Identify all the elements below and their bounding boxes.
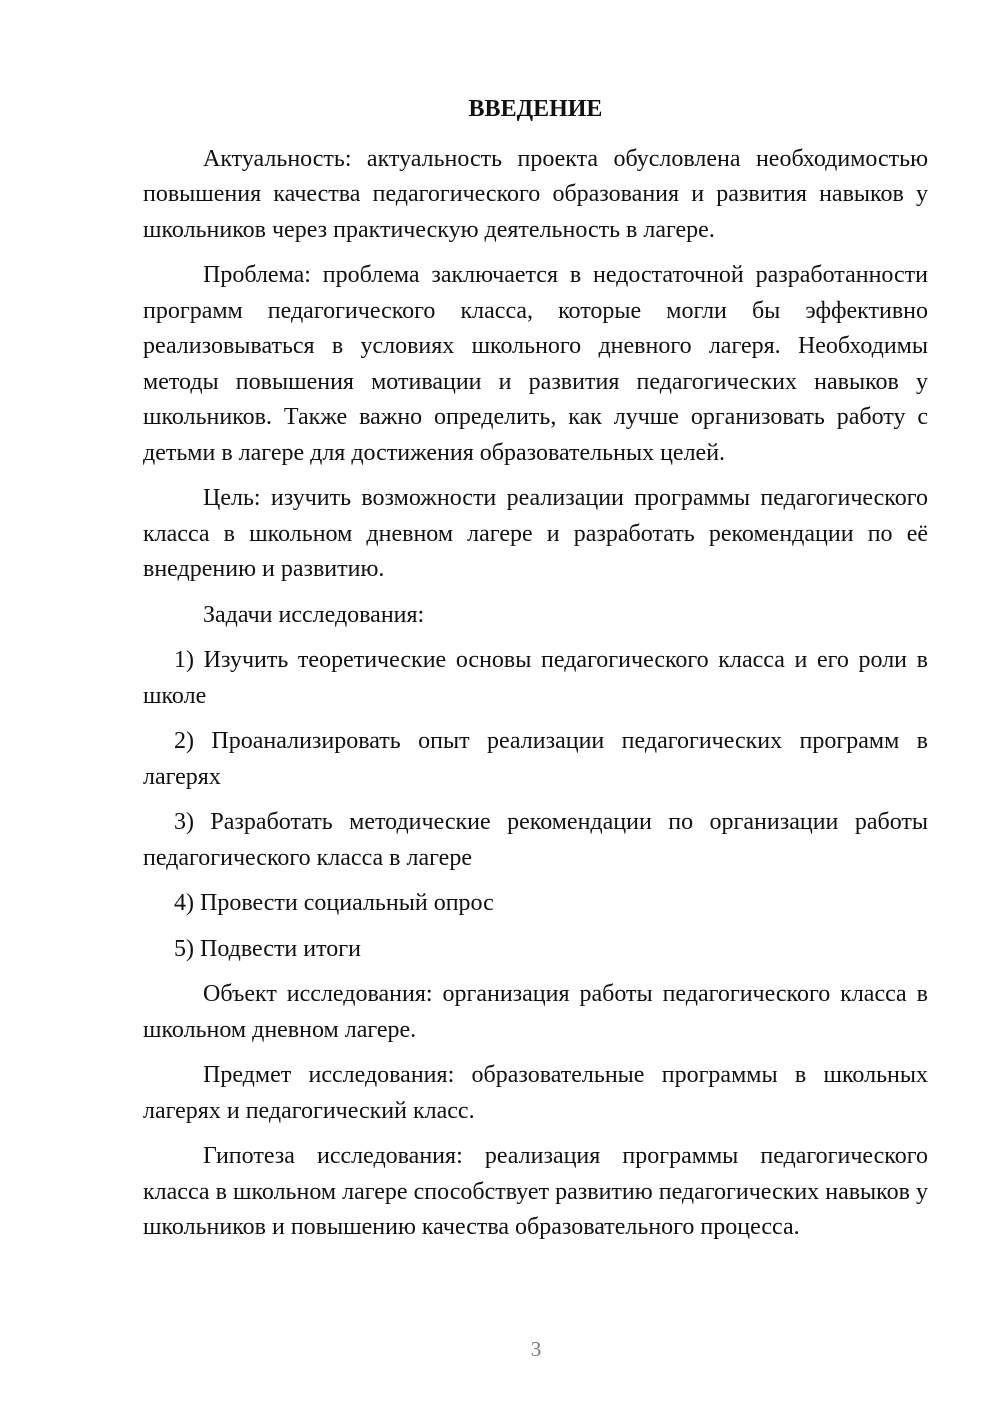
paragraph-goal: Цель: изучить возможности реализации программы педагогического класса в школьном дневном лагере и разработать рекомендации по её внедрению и развитию. bbox=[143, 485, 928, 582]
paragraph-relevance: Актуальность: актуальность проекта обусловлена необходимостью повышения качества педагогического образования и развития навыков у школьников через практическую деятельность в лагере. bbox=[143, 145, 928, 243]
task-item-5: 5) Подвести итоги bbox=[174, 935, 361, 962]
task-item-3: 3) Разработать методические рекомендации по организации работы педагогического класса в лагере bbox=[143, 809, 928, 871]
paragraph-problem: Проблема: проблема заключается в недостаточной разработанности программ педагогического класса, которые могли бы эффективно реализовываться в условиях школьного дневного лагеря. Необходимы методы повышения мотивации и развития педагогических навыков у школьников. Также важно определить, как лучше организовать работу с детьми в лагере для достижения образовательных целей. bbox=[143, 262, 928, 466]
paragraph-subject: Предмет исследования: образовательные программы в школьных лагерях и педагогический класс. bbox=[143, 1062, 928, 1124]
section-title: ВВЕДЕНИЕ bbox=[468, 96, 603, 122]
task-item-2: 2) Проанализировать опыт реализации педагогических программ в лагерях bbox=[143, 728, 928, 790]
page-number: 3 bbox=[530, 1337, 542, 1361]
paragraph-object: Объект исследования: организация работы педагогического класса в школьном дневном лагере. bbox=[143, 981, 928, 1043]
task-item-1: 1) Изучить теоретические основы педагогического класса и его роли в школе bbox=[143, 647, 928, 709]
paragraph-tasks-heading: Задачи исследования: bbox=[203, 601, 425, 628]
paragraph-hypothesis: Гипотеза исследования: реализация программы педагогического класса в школьном лагере способствует развитию педагогических навыков у школьников и повышению качества образовательного процесса. bbox=[143, 1143, 928, 1240]
task-item-4: 4) Провести социальный опрос bbox=[174, 890, 494, 916]
page-content bbox=[143, 92, 928, 1256]
